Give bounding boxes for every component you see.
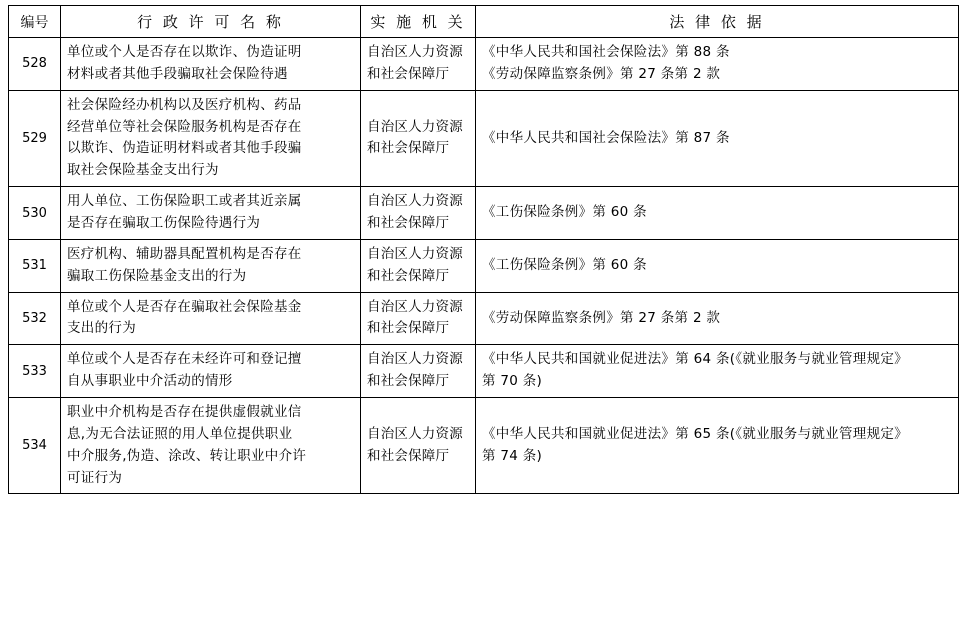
cell-license-name-line: 单位或个人是否存在未经许可和登记擅: [67, 351, 302, 368]
cell-legal-basis: [476, 187, 959, 240]
cell-implementing-organ: [361, 90, 476, 186]
cell-license-name-line: 骗取工伤保险基金支出的行为: [67, 267, 247, 284]
cell-license-name-line: 用人单位、工伤保险职工或者其近亲属: [67, 193, 302, 210]
cell-license-name-line: 息,为无合法证照的用人单位提供职业: [67, 425, 293, 442]
cell-implementing-organ-line: 自治区人力资源: [367, 425, 463, 442]
cell-implementing-organ-line: 自治区人力资源: [367, 245, 463, 262]
table-row: [9, 38, 959, 91]
cell-legal-basis: [476, 345, 959, 398]
column-header-org: 实 施 机 关: [361, 6, 476, 38]
cell-legal-basis: [476, 38, 959, 91]
cell-implementing-organ-line: 自治区人力资源: [367, 193, 463, 210]
cell-license-name-line: 材料或者其他手段骗取社会保险待遇: [67, 65, 288, 82]
table-header: [9, 6, 959, 38]
table-row: [9, 345, 959, 398]
column-header-basis: 法 律 依 据: [476, 6, 959, 38]
cell-implementing-organ: [361, 187, 476, 240]
table-row: [9, 398, 959, 494]
cell-implementing-organ-line: 和社会保障厅: [367, 447, 450, 464]
cell-legal-basis-line: 第 70 条): [482, 373, 543, 390]
cell-legal-basis: [476, 90, 959, 186]
cell-legal-basis-line: 《劳动保障监察条例》第 27 条第 2 款: [482, 65, 721, 82]
cell-license-name-line: 支出的行为: [67, 320, 136, 337]
column-header-id: 编号: [9, 6, 61, 38]
cell-implementing-organ-line: 和社会保障厅: [367, 140, 450, 157]
cell-implementing-organ: [361, 38, 476, 91]
cell-license-name: [61, 345, 361, 398]
cell-implementing-organ-line: 和社会保障厅: [367, 215, 450, 232]
cell-legal-basis-line: 《中华人民共和国社会保险法》第 87 条: [482, 129, 730, 146]
table-row: [9, 90, 959, 186]
cell-implementing-organ-line: 和社会保障厅: [367, 65, 450, 82]
cell-license-name-line: 社会保险经办机构以及医疗机构、药品: [67, 96, 302, 113]
administrative-license-table: [8, 5, 959, 494]
column-header-name: 行 政 许 可 名 称: [61, 6, 361, 38]
cell-license-name-line: 以欺诈、伪造证明材料或者其他手段骗: [67, 140, 302, 157]
cell-implementing-organ: [361, 239, 476, 292]
cell-license-name: [61, 38, 361, 91]
cell-implementing-organ-line: 和社会保障厅: [367, 320, 450, 337]
cell-legal-basis-line: 《中华人民共和国社会保险法》第 88 条: [482, 44, 730, 60]
cell-license-name-line: 医疗机构、辅助器具配置机构是否存在: [67, 245, 302, 262]
table-row: [9, 292, 959, 345]
cell-implementing-organ: [361, 292, 476, 345]
cell-id: 533: [9, 345, 61, 398]
cell-license-name-line: 可证行为: [67, 469, 123, 486]
cell-license-name: [61, 292, 361, 345]
cell-implementing-organ-line: 自治区人力资源: [367, 44, 463, 60]
cell-license-name-line: 职业中介机构是否存在提供虚假就业信: [67, 404, 302, 421]
table-body: [9, 38, 959, 494]
cell-implementing-organ: [361, 345, 476, 398]
cell-license-name: [61, 187, 361, 240]
table-header-row: [9, 6, 959, 38]
cell-legal-basis: [476, 292, 959, 345]
cell-id: 531: [9, 239, 61, 292]
cell-legal-basis-line: 《工伤保险条例》第 60 条: [482, 204, 647, 221]
cell-legal-basis-line: 《中华人民共和国就业促进法》第 64 条(《就业服务与就业管理规定》: [482, 351, 908, 368]
cell-legal-basis-line: 《中华人民共和国就业促进法》第 65 条(《就业服务与就业管理规定》: [482, 425, 908, 442]
cell-implementing-organ-line: 自治区人力资源: [367, 298, 463, 315]
cell-implementing-organ-line: 和社会保障厅: [367, 267, 450, 284]
cell-legal-basis: [476, 239, 959, 292]
cell-id: 528: [9, 38, 61, 91]
cell-legal-basis-line: 第 74 条): [482, 447, 543, 464]
cell-license-name-line: 是否存在骗取工伤保险待遇行为: [67, 215, 261, 232]
cell-id: 530: [9, 187, 61, 240]
cell-implementing-organ-line: 和社会保障厅: [367, 373, 450, 390]
cell-license-name-line: 单位或个人是否存在骗取社会保险基金: [67, 298, 302, 315]
cell-id: 534: [9, 398, 61, 494]
cell-license-name-line: 自从事职业中介活动的情形: [67, 373, 233, 390]
cell-license-name: [61, 90, 361, 186]
cell-legal-basis-line: 《工伤保险条例》第 60 条: [482, 256, 647, 273]
table-row: [9, 239, 959, 292]
cell-id: 532: [9, 292, 61, 345]
table-row: [9, 187, 959, 240]
cell-legal-basis: [476, 398, 959, 494]
cell-license-name: [61, 398, 361, 494]
cell-license-name-line: 中介服务,伪造、涂改、转让职业中介许: [67, 447, 307, 464]
cell-license-name-line: 取社会保险基金支出行为: [67, 162, 219, 179]
cell-id: 529: [9, 90, 61, 186]
cell-implementing-organ-line: 自治区人力资源: [367, 351, 463, 368]
cell-implementing-organ: [361, 398, 476, 494]
cell-implementing-organ-line: 自治区人力资源: [367, 118, 463, 135]
cell-legal-basis-line: 《劳动保障监察条例》第 27 条第 2 款: [482, 309, 721, 326]
cell-license-name-line: 经营单位等社会保险服务机构是否存在: [67, 118, 302, 135]
cell-license-name: [61, 239, 361, 292]
cell-license-name-line: 单位或个人是否存在以欺诈、伪造证明: [67, 44, 302, 60]
